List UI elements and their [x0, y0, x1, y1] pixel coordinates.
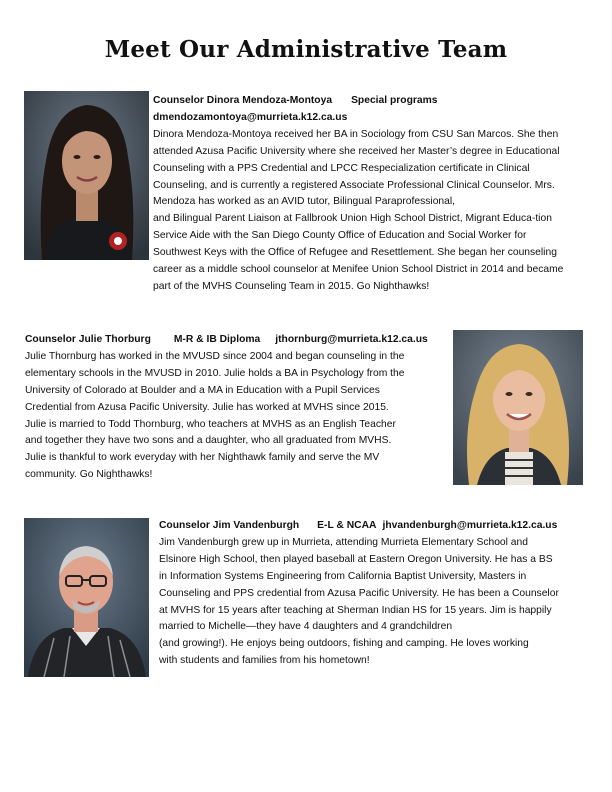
bio-block-jim	[159, 518, 559, 670]
bio-line: part of the MVHS Counseling Team in 2015. Go Nighthawks!	[153, 280, 430, 292]
member-role: E-L & NCAA	[317, 520, 377, 531]
bio-line: community. Go Nighthawks!	[25, 469, 153, 481]
bio-line: Counseling and PPS credential from Azusa Pacific University. He has been a Counselor	[159, 587, 559, 599]
member-name: Counselor Dinora Mendoza-Montoya	[153, 95, 333, 106]
member-role: Special programs	[351, 95, 438, 106]
bio-line: in Information Systems Engineering from California Baptist University, Masters in	[159, 570, 527, 582]
bio-block-julie	[25, 332, 428, 484]
bio-line: Jim Vandenburgh grew up in Murrieta, attending Murrieta Elementary School and	[159, 536, 528, 548]
page-title: Meet Our Administrative Team	[104, 36, 508, 63]
member-email[interactable]: dmendozamontoya@murrieta.k12.ca.us	[153, 111, 348, 123]
portrait-photo-dinora	[24, 91, 149, 260]
bio-line: Dinora Mendoza-Montoya received her BA in Sociology from CSU San Marcos. She then	[153, 128, 559, 140]
member-name: Counselor Jim Vandenburgh	[159, 520, 300, 531]
bio-line: at MVHS for 15 years after teaching at Sherman Indian HS for 15 years. Jim is happily	[159, 604, 552, 616]
portrait-image	[24, 91, 149, 260]
bio-header	[25, 332, 428, 349]
bio-line: (and growing!). He enjoys being outdoors, fishing and camping. He loves working	[159, 638, 529, 650]
portrait-image	[453, 330, 583, 485]
member-name: Counselor Julie Thorburg	[25, 334, 151, 345]
bio-line: Julie is married to Todd Thornburg, who teachers at MVHS as an English Teacher	[25, 418, 396, 430]
bio-line: elementary schools in the MVUSD in 2010. Julie holds a BA in Psychology from the	[25, 367, 405, 379]
bio-line: Southwest Keys with the Office of Refugee and Resettlement. She began her counseling	[153, 247, 557, 259]
bio-line: attended Azusa Pacific University where she received her Master’s degree in Educational	[153, 145, 560, 157]
bio-line: and Bilingual Parent Liaison at Fallbrook Union High School District, Migrant Educa-tion	[153, 213, 552, 225]
portrait-image	[24, 518, 149, 677]
member-email[interactable]: jthornburg@murrieta.k12.ca.us	[275, 334, 428, 345]
bio-line: and together they have two sons and a daughter, who all graduated from MVHS.	[25, 435, 392, 447]
bio-line: University of Colorado at Boulder and a MA in Education with a Pupil Services	[25, 384, 380, 396]
bio-header	[153, 93, 563, 110]
bio-line: career as a middle school counselor at Menifee Union School District in 2014 and became	[153, 264, 564, 276]
bio-header	[159, 518, 559, 535]
bio-line: Mendoza has worked as an AVID tutor, Bilingual Paraprofessional,	[153, 196, 456, 208]
bio-line: Counseling with a PPS Credential and LPCC Respecialization certificate in Clinical	[153, 162, 530, 174]
bio-line: with students and families from his hometown!	[159, 655, 370, 667]
bio-line: Julie Thornburg has worked in the MVUSD since 2004 and began counseling in the	[25, 350, 405, 362]
bio-line: Counseling, and is currently a registered Associate Professional Clinical Counselor. Mrs.	[153, 179, 555, 191]
bio-block-dinora	[153, 93, 563, 296]
bio-line: Elsinore High School, then played baseball at Eastern Oregon University. He has a BS	[159, 553, 553, 565]
member-role: M-R & IB Diploma	[173, 334, 261, 345]
bio-line: Credential from Azusa Pacific University. Julie has worked at MVHS since 2015.	[25, 401, 389, 413]
bio-line: Julie is thankful to work everyday with her Nighthawk family and serve the MV	[25, 452, 380, 464]
member-email[interactable]: jhvandenburgh@murrieta.k12.ca.us	[382, 520, 558, 531]
bio-line: Service Aide with the San Diego County Office of Education and Social Worker for	[153, 230, 527, 242]
bio-line: married to Michelle—they have 4 daughters and 4 grandchildren	[159, 621, 453, 633]
portrait-photo-julie	[453, 330, 583, 485]
portrait-photo-jim	[24, 518, 149, 677]
